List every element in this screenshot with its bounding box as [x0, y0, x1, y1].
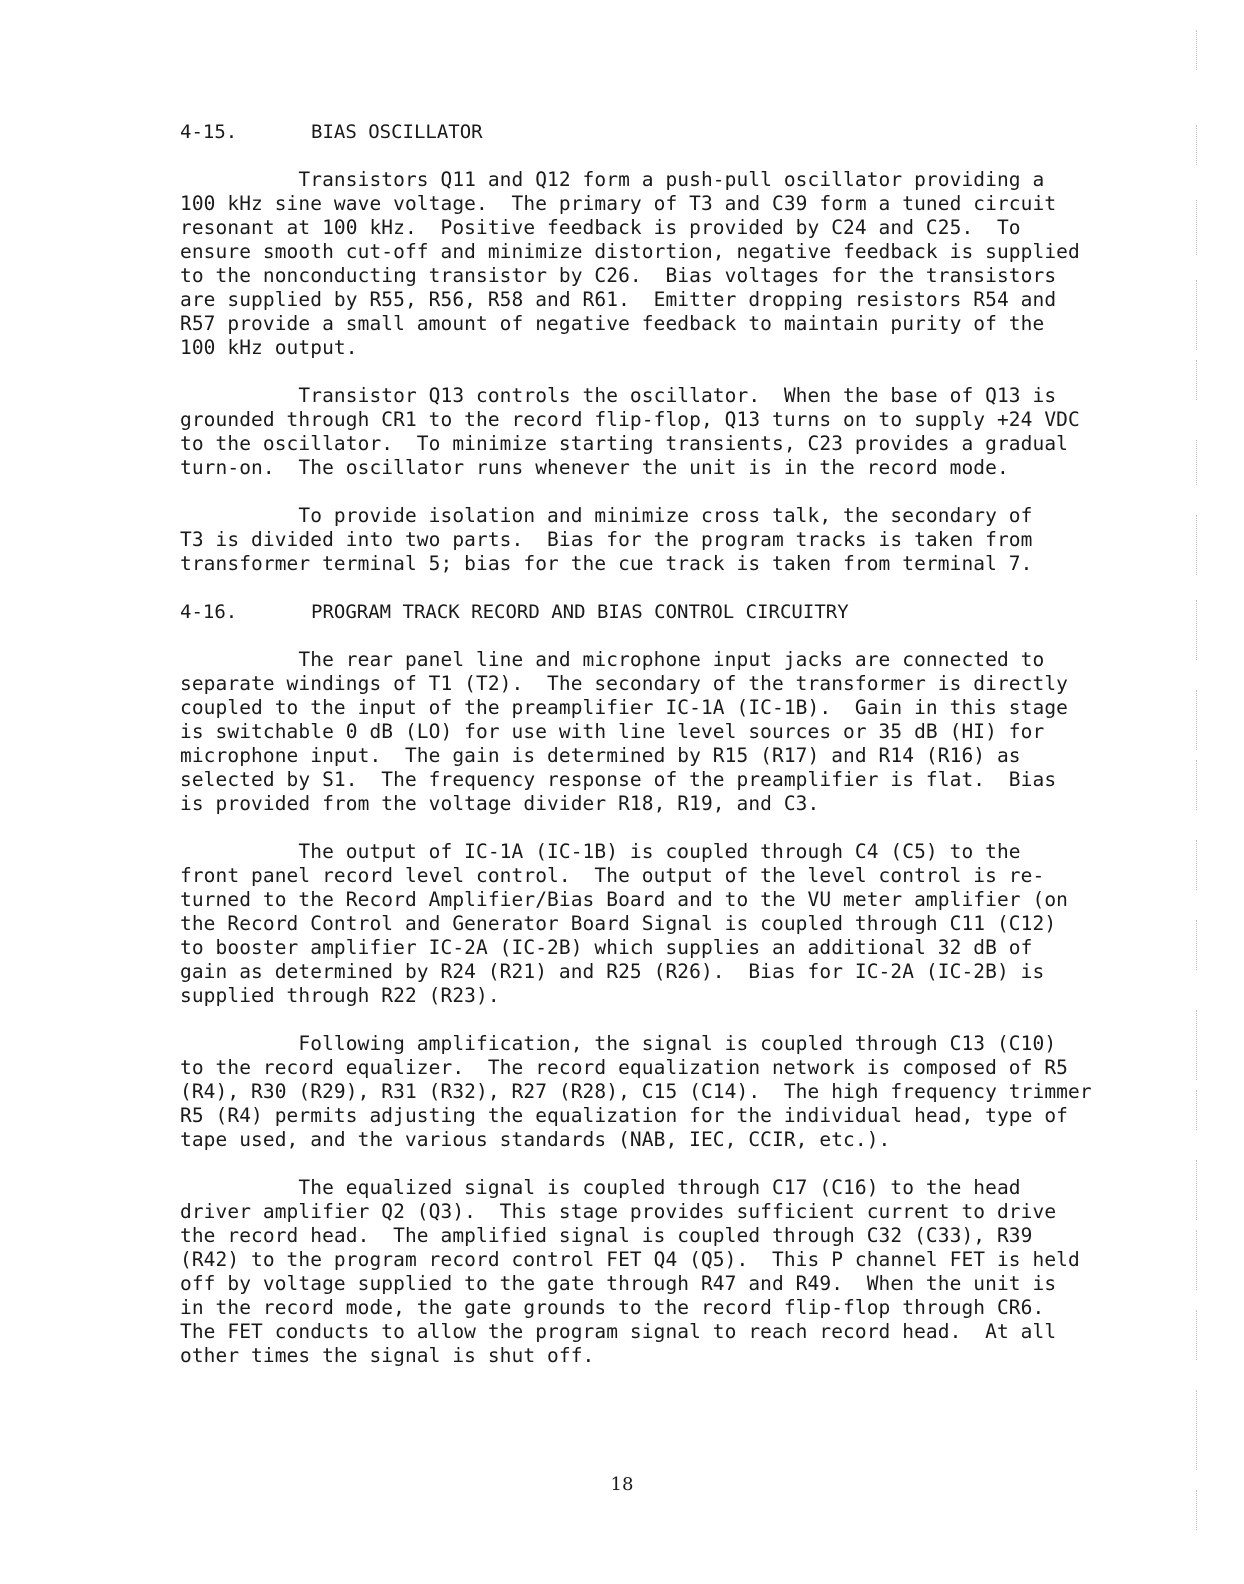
paragraph: Following amplification, the signal is coupled through C13 (C10) to the record equalizer. The record equalization network is composed of R5 (R4), R30 (R29), R31 (R32), R27 (R28), C15 (C14). The high frequency trimmer R5 (R4) permits adjusting the equalization for the individual head, type of tape used, and the various standards (NAB, IEC, CCIR, etc.). [180, 1032, 1092, 1151]
scan-mark [1196, 440, 1198, 485]
section-title: PROGRAM TRACK RECORD AND BIAS CONTROL CIRCUITRY [311, 601, 849, 623]
scan-mark [1196, 760, 1198, 810]
scan-edge-marks [1188, 30, 1218, 1550]
scan-mark [1196, 840, 1198, 890]
scan-mark [1196, 200, 1198, 255]
section-heading [180, 600, 1110, 624]
scan-mark [1196, 360, 1198, 400]
scan-mark [1196, 920, 1198, 970]
paragraph: The output of IC-1A (IC-1B) is coupled through C4 (C5) to the front panel record level control. The output of the level control is re- turned to the Record Amplifier/Bias Board and to the VU meter amplifier (on the Record Control and Generator Board Signal is coupled through C11 (C12) to booster amplifier IC-2A (IC-2B) which supplies an additional 32 dB of gain as determined by R24 (R21) and R25 (R26). Bias for IC-2A (IC-2B) is supplied through R22 (R23). [180, 840, 1068, 1007]
document-page [180, 120, 1110, 1392]
scan-mark [1196, 1010, 1198, 1080]
scan-mark [1196, 1090, 1198, 1130]
scan-mark [1196, 515, 1198, 575]
paragraph: To provide isolation and minimize cross talk, the secondary of T3 is divided into two parts. Bias for the program tracks is taken from transformer terminal 5; bias for the cue track is taken from terminal 7. [180, 504, 1033, 575]
scan-mark [1196, 1230, 1198, 1290]
paragraph: Transistors Q11 and Q12 form a push-pull oscillator providing a 100 kHz sine wave voltage. The primary of T3 and C39 form a tuned circuit resonant at 100 kHz. Positive feedback is provided by C24 and C25. To ensure smooth cut-off and minimize distortion, negative feedback is supplied to the nonconducting transistor by C26. Bias voltages for the transistors are supplied by R55, R56, R58 and R61. Emitter dropping resistors R54 and R57 provide a small amount of negative feedback to maintain purity of the 100 kHz output. [180, 168, 1080, 359]
paragraph: The equalized signal is coupled through C17 (C16) to the head driver amplifier Q2 (Q3). This stage provides sufficient current to drive the record head. The amplified signal is coupled through C32 (C33), R39 (R42) to the program record control FET Q4 (Q5). This P channel FET is held off by voltage supplied to the gate through R47 and R49. When the unit is in the record mode, the gate grounds to the record flip-flop through CR6. The FET conducts to allow the program signal to reach record head. At all other times the signal is shut off. [180, 1176, 1080, 1367]
section-title: BIAS OSCILLATOR [311, 121, 483, 143]
paragraph: The rear panel line and microphone input jacks are connected to separate windings of T1 (T2). The secondary of the transformer is directly coupled to the input of the preamplifier IC-1A (IC-1B). Gain in this stage is switchable 0 dB (LO) for use with line level sources or 35 dB (HI) for microphone input. The gain is determined by R15 (R17) and R14 (R16) as selected by S1. The frequency response of the preamplifier is flat. Bias is provided from the voltage divider R18, R19, and C3. [180, 648, 1068, 815]
scan-mark [1196, 1390, 1198, 1470]
section-number: 4-16. [180, 601, 238, 623]
scan-mark [1196, 600, 1198, 660]
scan-mark [1196, 280, 1198, 350]
paragraph: Transistor Q13 controls the oscillator. When the base of Q13 is grounded through CR1 to the record flip-flop, Q13 turns on to supply +24 VDC to the oscillator. To minimize starting transients, C23 provides a gradual turn-on. The oscillator runs whenever the unit is in the record mode. [180, 384, 1080, 479]
scan-mark [1196, 125, 1198, 165]
page-number: 18 [610, 1474, 634, 1495]
scan-mark [1196, 1490, 1198, 1530]
scan-mark [1196, 1160, 1198, 1220]
scan-mark [1196, 1310, 1198, 1360]
scan-mark [1196, 690, 1198, 750]
section-heading [180, 120, 1110, 144]
section-number: 4-15. [180, 121, 238, 143]
scan-mark [1196, 30, 1198, 70]
